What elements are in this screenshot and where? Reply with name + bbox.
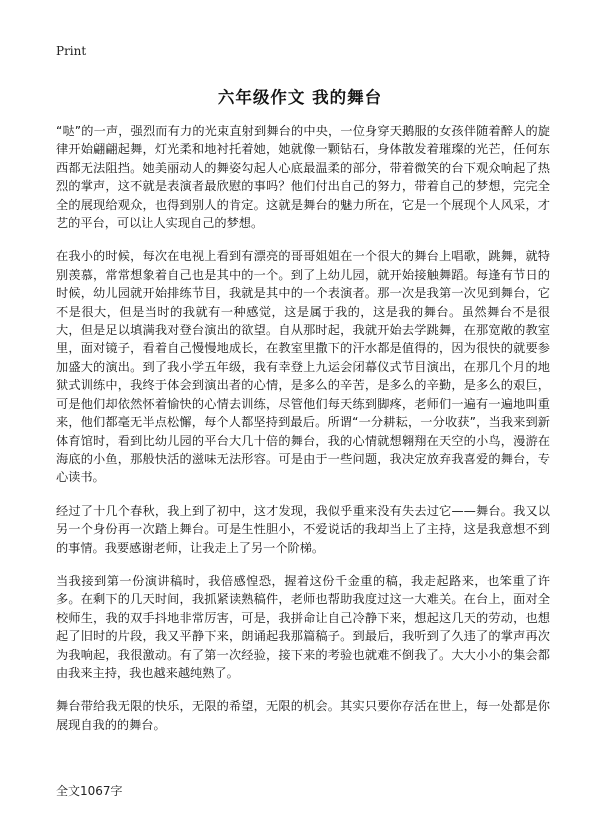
article-body — [56, 122, 550, 749]
paragraph: 舞台带给我无限的快乐，无限的希望，无限的机会。其实只要你存活在世上，每一处都是你展现自我的的舞台。 — [56, 699, 550, 732]
paragraph: “哒”的一声，强烈而有力的光束直射到舞台的中央，一位身穿天鹅服的女孩伴随着醉人的旋律开始翩翩起舞，灯光柔和地衬托着她，她就像一颗钻石，身体散发着璀璨的光芒，任何东西都无法阻挡。她美丽动人的舞姿勾起人心底最温柔的部分，带着微笑的台下观众响起了热烈的掌声，这不就是表演者最欣慰的事吗？他们付出自己的努力，带着自己的梦想，完完全全的展现给观众，也得到别人的肯定。这就是舞台的魅力所在，它是一个展现个人风采，才艺的平台，可以让人实现自己的梦想。 — [56, 124, 550, 231]
paragraph: 经过了十几个春秋，我上到了初中，这才发现，我似乎重来没有失去过它——舞台。我又以另一个身份再一次踏上舞台。可是生性胆小，不爱说话的我却当上了主持，这是我意想不到的事情。我要感谢老师，让我走上了另一个阶梯。 — [56, 503, 550, 555]
paragraph: 当我接到第一份演讲稿时，我倍感惶恐，握着这份千金重的稿，我走起路来，也笨重了许多。在剩下的几天时间，我抓紧读熟稿件，老师也帮助我度过这一大难关。在台上，面对全校师生，我的双手抖地非常厉害，可是，我拼命让自己冷静下来，想起这几天的劳动，也想起了旧时的片段，我又平静下来，朗诵起我那篇稿子。到最后，我听到了久违了的掌声再次为我响起，我很激动。有了第一次经验，接下来的考验也就难不倒我了。大大小小的集会都由我来主持，我也越来越纯熟了。 — [56, 573, 550, 680]
word-count: 全文1067字 — [56, 784, 123, 798]
page-title: 六年级作文 我的舞台 — [217, 88, 383, 107]
print-label: Print — [56, 44, 87, 58]
paragraph: 在我小的时候，每次在电视上看到有漂亮的哥哥姐姐在一个很大的舞台上唱歌，跳舞，就特别羡慕，常常想象着自己也是其中的一个。到了上幼儿园，就开始接触舞蹈。每逢有节日的时候，幼儿园就开始排练节目，我就是其中的一个表演者。那一次是我第一次见到舞台，它不是很大，但是当时的我就有一种感觉，这是属于我的，这是我的舞台。虽然舞台不是很大，但是足以填满我对登台演出的欲望。自从那时起，我就开始去学跳舞，在那宽敞的教室里，面对镜子，看着自己慢慢地成长，在教室里撒下的汗水都是值得的，因为很快的就要参加盛大的演出。到了我小学五年级，我有幸登上九运会闭幕仪式节目演出，在那几个月的地狱式训练中，我终于体会到演出者的心情，是多么的辛苦，是多么的辛勤，是多么的艰巨，可是他们却依然怀着愉快的心情去训练，尽管他们每天练到脚疼，老师们一遍有一遍地叫重来，他们都毫无半点松懈，每个人都坚持到最后。所谓“一分耕耘，一分收获”，当我来到新体育馆时，看到比幼儿园的平台大几十倍的舞台，我的心情就想翱翔在天空的小鸟，漫游在海底的小鱼，那般快活的滋味无法形容。可是由于一些问题，我决定放弃我喜爱的舞台，专心读书。 — [56, 249, 550, 485]
